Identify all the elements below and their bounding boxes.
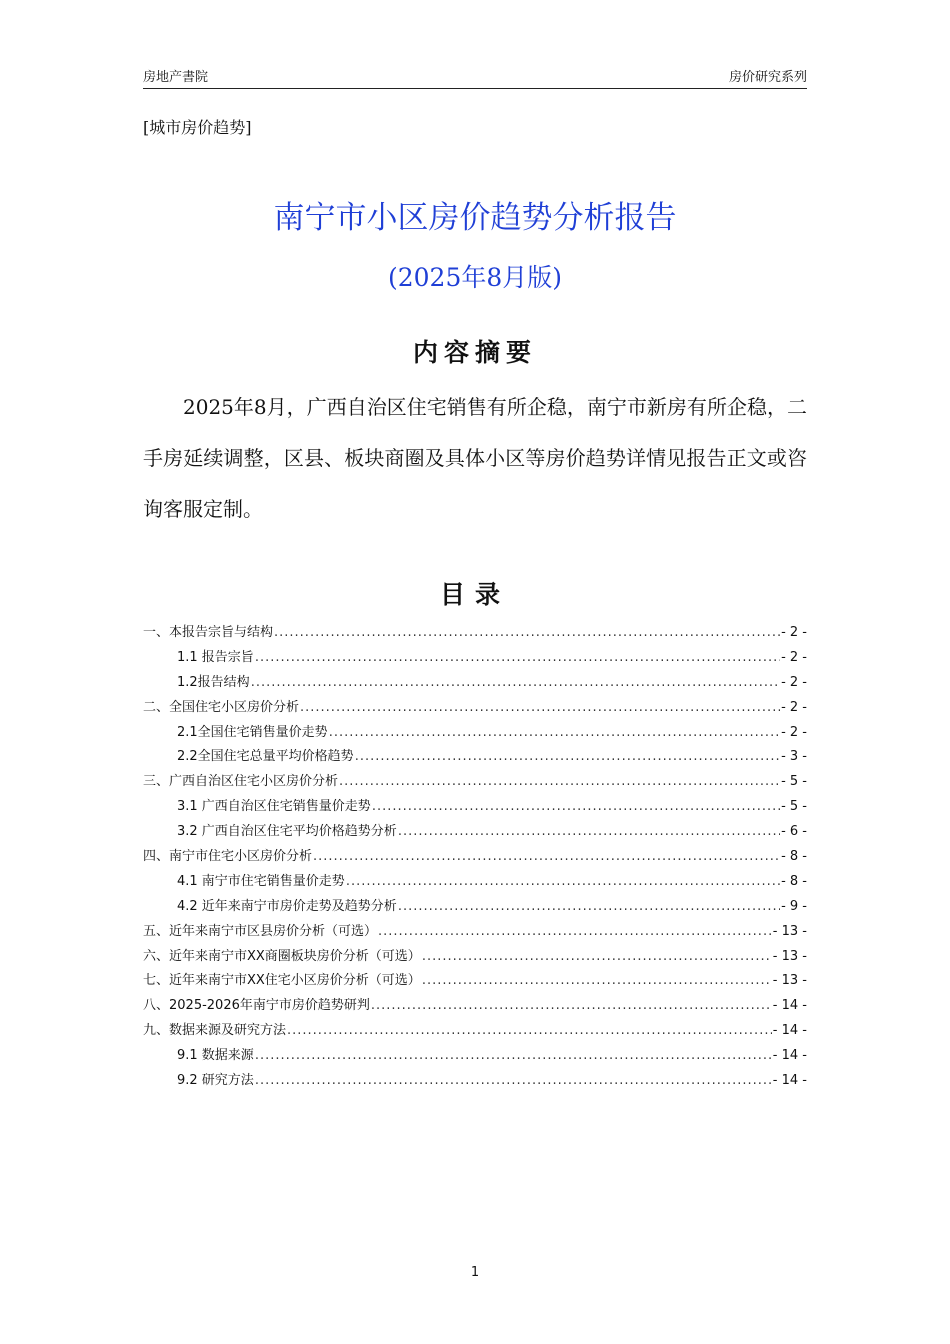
toc-entry[interactable]	[143, 1019, 807, 1044]
toc-leader	[372, 799, 780, 814]
toc-leader	[313, 849, 780, 864]
toc-leader	[422, 973, 772, 988]
header-publisher: 房地产書院	[143, 70, 209, 85]
abstract-heading: 内容摘要	[412, 338, 537, 367]
toc-leader	[398, 899, 780, 914]
toc-entry[interactable]	[143, 721, 807, 746]
toc-entry-page: - 13 -	[772, 948, 807, 964]
toc-entry-page: - 3 -	[781, 749, 807, 765]
toc-leader	[287, 1023, 772, 1038]
toc-entry-page: - 8 -	[781, 873, 807, 889]
toc-entry[interactable]	[143, 994, 807, 1019]
toc-leader	[346, 874, 780, 889]
toc-entry-page: - 2 -	[781, 724, 807, 740]
toc-entry[interactable]	[143, 870, 807, 895]
toc-entry-label: 二、全国住宅小区房价分析	[143, 699, 300, 715]
toc-entry[interactable]	[143, 646, 807, 671]
header-series: 房价研究系列	[728, 70, 807, 85]
toc-entry-label: 六、近年来南宁市XX商圈板块房价分析（可选）	[143, 948, 421, 964]
toc-entry-page: - 9 -	[781, 898, 807, 914]
page-header	[143, 68, 807, 89]
toc-entry[interactable]	[143, 795, 807, 820]
toc-leader	[422, 949, 772, 964]
toc-leader	[371, 998, 772, 1013]
toc-entry-label: 9.1 数据来源	[177, 1048, 254, 1064]
toc-entry[interactable]	[143, 969, 807, 994]
toc-entry-page: - 2 -	[781, 649, 807, 665]
toc-entry-page: - 13 -	[772, 923, 807, 939]
toc-entry[interactable]	[143, 770, 807, 795]
toc-entry[interactable]	[143, 845, 807, 870]
toc-entry-page: - 2 -	[781, 625, 807, 640]
toc-entry-page: - 14 -	[772, 1073, 807, 1089]
category-tag: [城市房价趋势]	[143, 118, 252, 137]
toc-entry-page: - 6 -	[781, 824, 807, 840]
toc-entry[interactable]	[143, 745, 807, 770]
toc-leader	[398, 824, 780, 839]
toc-entry[interactable]	[143, 1044, 807, 1069]
toc-entry-page: - 13 -	[772, 973, 807, 989]
toc-entry-label: 八、2025-2026年南宁市房价趋势研判	[143, 998, 370, 1014]
toc-leader	[251, 675, 780, 690]
toc-entry-label: 1.2报告结构	[177, 674, 250, 690]
toc-leader	[274, 625, 780, 640]
toc-entry[interactable]	[143, 820, 807, 845]
toc-leader	[355, 749, 780, 764]
toc-entry-label: 四、南宁市住宅小区房价分析	[143, 849, 313, 865]
toc-entry-label: 三、广西自治区住宅小区房价分析	[143, 774, 339, 790]
abstract-body: 2025年8月，广西自治区住宅销售有所企稳，南宁市新房有所企稳，二手房延续调整，区县、板块商圈及具体小区等房价趋势详情见报告正文或咨询客服定制。	[143, 395, 807, 521]
toc-entry[interactable]	[143, 696, 807, 721]
toc-entry-label: 3.1 广西自治区住宅销售量价走势	[177, 799, 371, 815]
toc-entry[interactable]	[143, 920, 807, 945]
toc-entry-label: 2.1全国住宅销售量价走势	[177, 724, 328, 740]
toc-leader	[255, 650, 780, 665]
toc-leader	[255, 1048, 772, 1063]
toc-leader	[329, 725, 780, 740]
toc-entry-label: 九、数据来源及研究方法	[143, 1023, 287, 1039]
toc-entry-page: - 14 -	[772, 1048, 807, 1064]
table-of-contents	[143, 621, 807, 1094]
toc-entry-page: - 14 -	[772, 1023, 807, 1039]
toc-entry[interactable]	[143, 1069, 807, 1094]
report-title: 南宁市小区房价趋势分析报告	[273, 200, 677, 236]
toc-entry-label: 1.1 报告宗旨	[177, 649, 254, 665]
toc-entry-label: 七、近年来南宁市XX住宅小区房价分析（可选）	[143, 973, 421, 989]
toc-leader	[378, 924, 772, 939]
toc-entry-label: 9.2 研究方法	[177, 1073, 254, 1089]
toc-entry[interactable]	[143, 945, 807, 970]
toc-entry-page: - 5 -	[781, 799, 807, 815]
toc-entry-label: 4.2 近年来南宁市房价走势及趋势分析	[177, 898, 397, 914]
toc-entry-page: - 14 -	[772, 998, 807, 1014]
toc-leader	[300, 700, 780, 715]
toc-entry[interactable]	[143, 895, 807, 920]
toc-entry-page: - 2 -	[781, 674, 807, 690]
toc-heading: 目录	[439, 580, 510, 609]
toc-entry-page: - 2 -	[781, 699, 807, 715]
toc-entry-label: 一、本报告宗旨与结构	[143, 625, 274, 640]
page-number: 1	[470, 1265, 480, 1280]
toc-entry[interactable]	[143, 671, 807, 696]
toc-entry[interactable]	[143, 621, 807, 646]
toc-entry-label: 五、近年来南宁市区县房价分析（可选）	[143, 923, 378, 939]
toc-leader	[339, 774, 780, 789]
report-edition: (2025年8月版)	[387, 263, 563, 292]
toc-entry-label: 2.2全国住宅总量平均价格趋势	[177, 749, 354, 765]
toc-entry-label: 4.1 南宁市住宅销售量价走势	[177, 873, 345, 889]
toc-leader	[255, 1073, 772, 1088]
toc-entry-page: - 5 -	[781, 774, 807, 790]
toc-entry-page: - 8 -	[781, 849, 807, 865]
toc-entry-label: 3.2 广西自治区住宅平均价格趋势分析	[177, 824, 397, 840]
